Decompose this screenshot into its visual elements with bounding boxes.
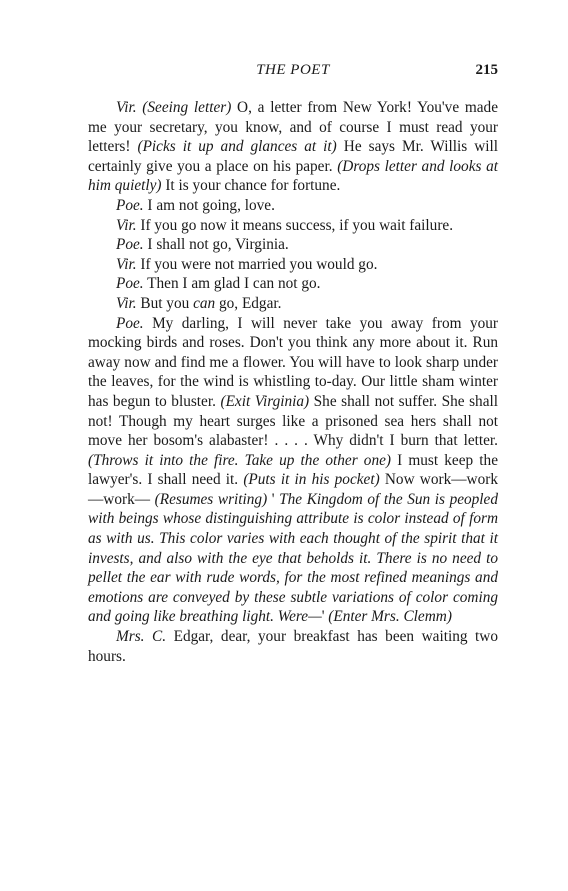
dialogue-text: If you go now it means success, if you wait failure. bbox=[136, 216, 454, 234]
page-number: 215 bbox=[475, 62, 498, 78]
stage-direction: (Enter Mrs. Clemm) bbox=[328, 608, 452, 626]
dialogue-text: Edgar, dear, your breakfast has been waiting two hours. bbox=[88, 628, 498, 665]
speaker-name: Vir. bbox=[116, 216, 137, 234]
dialogue-paragraph bbox=[88, 274, 498, 294]
play-text bbox=[88, 98, 498, 666]
dialogue-text: My darling, I will never take you away from your mocking birds and roses. Don't you think any more about it. Run away now and find me a flower. You will have to look sharp under the leaves, for the wind is whistling to-day. Our little sham winter has begun to bluster. bbox=[88, 314, 498, 410]
dialogue-text: I am not going, love. bbox=[143, 196, 275, 214]
stage-direction: (Puts it in his pocket) bbox=[243, 471, 380, 489]
speaker-name: Mrs. C. bbox=[116, 628, 167, 646]
dialogue-text: He says Mr. Willis will certainly give you a place on his paper. bbox=[88, 138, 498, 175]
speaker-name: Poe. bbox=[116, 275, 144, 293]
running-title: THE POET bbox=[256, 62, 330, 78]
speaker-name: Vir. bbox=[116, 255, 137, 273]
speaker-name: Poe. bbox=[116, 314, 144, 332]
dialogue-text: But you bbox=[136, 294, 194, 312]
dialogue-text: She shall not suffer. She shall not! Though my heart surges like a prisoned sea hers shall not move her bosom's alabaster! . . . . Why didn't I burn that letter. bbox=[88, 392, 498, 450]
stage-direction: (Seeing letter) bbox=[142, 99, 232, 116]
dialogue-text: ' bbox=[321, 608, 329, 626]
dialogue-text: I shall not go, Virginia. bbox=[143, 236, 289, 254]
dialogue-paragraph bbox=[88, 294, 498, 314]
dialogue-paragraph bbox=[88, 196, 498, 216]
dialogue-text: I must keep the lawyer's. I shall need it. bbox=[88, 451, 498, 489]
stage-direction: (Drops letter and looks at him quietly) bbox=[88, 157, 498, 195]
stage-direction: (Picks it up and glances at it) bbox=[137, 138, 337, 156]
dialogue-text: It is your chance for fortune. bbox=[161, 177, 341, 195]
stage-direction: (Throws it into the fire. Take up the other one) bbox=[88, 451, 391, 469]
stage-direction: The Kingdom of the Sun is peopled with beings whose distinguishing attribute is color instead of form as with us. This color varies with each thought of the spirit that it invests, and also with the eye that beholds it. There is no need to pellet the ear with rude words, for the most refined meanings and emotions are conveyed by these subtle variations of color coming and going like breathing light. Were— bbox=[88, 490, 498, 626]
speaker-name: Vir. bbox=[116, 99, 137, 116]
stage-direction: can bbox=[193, 294, 216, 312]
dialogue-paragraph bbox=[88, 314, 498, 628]
dialogue-text: If you were not married you would go. bbox=[136, 255, 378, 273]
dialogue-text: go, Edgar. bbox=[215, 294, 282, 312]
dialogue-text: O, a letter from New York! You've made me your secretary, you know, and of course I must read your letters! bbox=[88, 99, 498, 156]
page-header bbox=[88, 62, 498, 82]
speaker-name: Poe. bbox=[116, 196, 144, 214]
stage-direction: (Resumes writing) bbox=[154, 490, 268, 508]
dialogue-paragraph bbox=[88, 98, 498, 196]
dialogue-paragraph bbox=[88, 255, 498, 275]
dialogue-text: Then I am glad I can not go. bbox=[143, 275, 321, 293]
dialogue-paragraph bbox=[88, 627, 498, 666]
dialogue-text: Now work—work—work— bbox=[88, 471, 498, 508]
dialogue-text: ' bbox=[267, 490, 280, 508]
dialogue-paragraph bbox=[88, 235, 498, 255]
dialogue-paragraph bbox=[88, 216, 498, 236]
speaker-name: Poe. bbox=[116, 236, 144, 254]
speaker-name: Vir. bbox=[116, 294, 137, 312]
stage-direction: (Exit Virginia) bbox=[220, 392, 310, 410]
